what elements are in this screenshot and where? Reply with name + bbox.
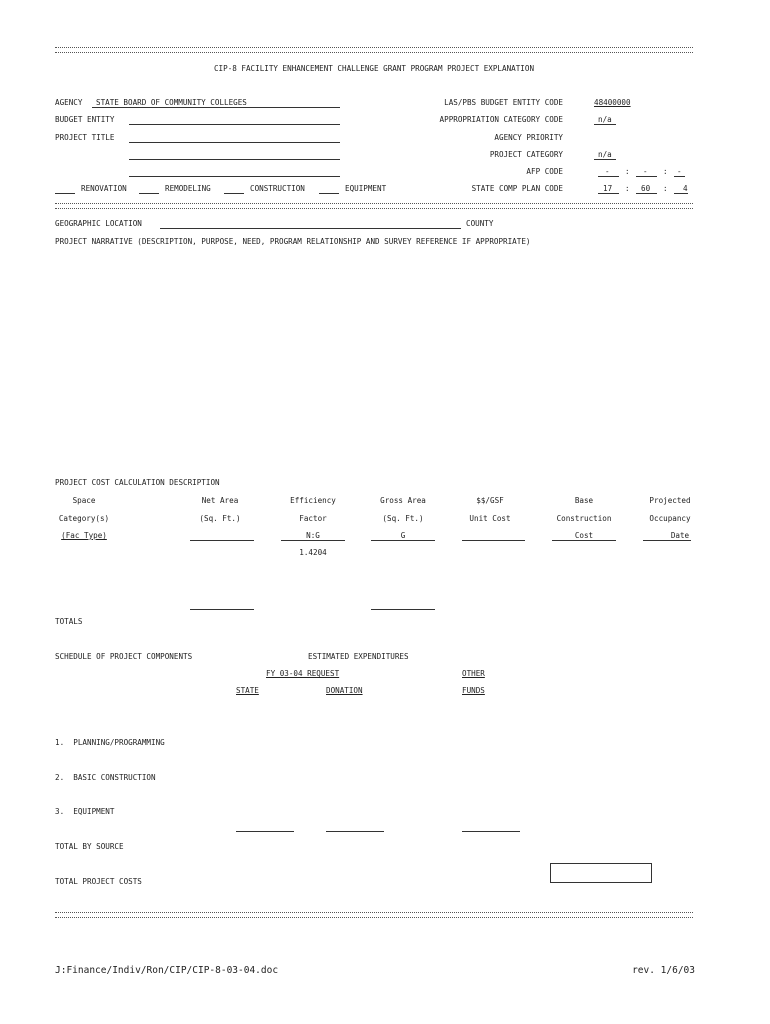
comp-plan-label: STATE COMP PLAN CODE	[471, 184, 563, 193]
schedule-label: SCHEDULE OF PROJECT COMPONENTS	[55, 652, 193, 661]
afp-code-value-3: -	[677, 167, 682, 176]
col-unit-cost-2: Unit Cost	[469, 514, 511, 523]
comp-plan-value-1: 17	[603, 184, 613, 193]
afp-code-value-1: -	[605, 167, 610, 176]
gross-area-total-line[interactable]	[371, 609, 435, 610]
project-category-label: PROJECT CATEGORY	[489, 150, 563, 159]
donation-label: DONATION	[326, 686, 363, 695]
total-project-costs-box[interactable]	[550, 863, 652, 883]
net-area-total-line[interactable]	[190, 609, 254, 610]
state-label: STATE	[236, 686, 259, 695]
total-project-costs-label: TOTAL PROJECT COSTS	[55, 877, 142, 886]
other-label: OTHER	[462, 669, 485, 678]
geo-location-field[interactable]	[160, 228, 461, 229]
renovation-label: RENOVATION	[81, 184, 127, 193]
col-net-underline	[190, 540, 254, 541]
geo-location-label: GEOGRAPHIC LOCATION	[55, 219, 142, 228]
remodeling-label: REMODELING	[165, 184, 211, 193]
approp-code-label: APPROPRIATION CATEGORY CODE	[439, 115, 563, 124]
other-funds-total-line[interactable]	[462, 831, 520, 832]
col-unit-cost-underline	[462, 540, 525, 541]
middle-rule	[55, 203, 693, 209]
bottom-rule	[55, 912, 693, 918]
fy-request-label: FY 03-04 REQUEST	[266, 669, 340, 678]
construction-label: CONSTRUCTION	[250, 184, 305, 193]
agency-priority-label: AGENCY PRIORITY	[494, 133, 563, 142]
col-base-1: Base	[574, 496, 594, 505]
state-total-line[interactable]	[236, 831, 294, 832]
afp-sep-1: :	[625, 167, 630, 176]
totals-label: TOTALS	[55, 617, 83, 626]
equipment-label: EQUIPMENT	[345, 184, 387, 193]
county-label: COUNTY	[466, 219, 494, 228]
narrative-label: PROJECT NARRATIVE (DESCRIPTION, PURPOSE, NEED, PROGRAM RELATIONSHIP AND SURVEY REFERENCE IF APPROPRIATE)	[55, 237, 531, 246]
donation-total-line[interactable]	[326, 831, 384, 832]
renovation-check[interactable]	[55, 193, 75, 194]
project-title-label: PROJECT TITLE	[55, 133, 115, 142]
budget-entity-field[interactable]	[129, 124, 340, 125]
col-space-2: Category(s)	[58, 514, 110, 523]
col-unit-cost-1: $$/GSF	[476, 496, 504, 505]
col-projected-1: Projected	[649, 496, 691, 505]
col-gross-2: (Sq. Ft.)	[382, 514, 424, 523]
col-efficiency-1: Efficiency	[290, 496, 336, 505]
equipment-check[interactable]	[319, 193, 339, 194]
project-title-field-1[interactable]	[129, 142, 340, 143]
las-code-label: LAS/PBS BUDGET ENTITY CODE	[444, 98, 563, 107]
afp-code-label: AFP CODE	[526, 167, 563, 176]
comp-plan-sep-1: :	[625, 184, 630, 193]
form-title: CIP-8 FACILITY ENHANCEMENT CHALLENGE GRANT PROGRAM PROJECT EXPLANATION	[213, 64, 535, 73]
item-planning: 1. PLANNING/PROGRAMMING	[55, 738, 165, 747]
footer-revision: rev. 1/6/03	[632, 965, 695, 976]
agency-value: STATE BOARD OF COMMUNITY COLLEGES	[96, 98, 247, 107]
col-base-2: Construction	[556, 514, 612, 523]
funds-label: FUNDS	[462, 686, 485, 695]
construction-check[interactable]	[224, 193, 244, 194]
afp-sep-2: :	[663, 167, 668, 176]
project-title-field-2[interactable]	[129, 159, 340, 160]
col-base-3: Cost	[574, 531, 594, 540]
col-gross-1: Gross Area	[380, 496, 426, 505]
col-space-3: (Fac Type)	[61, 531, 107, 540]
col-efficiency-3: N:G	[306, 531, 320, 540]
project-title-field-3[interactable]	[129, 176, 340, 177]
efficiency-factor-value: 1.4204	[299, 548, 327, 557]
comp-plan-value-2: 60	[641, 184, 651, 193]
estimated-expenditures-label: ESTIMATED EXPENDITURES	[308, 652, 409, 661]
col-projected-3: Date	[670, 531, 690, 540]
col-gross-3: G	[400, 531, 406, 540]
footer-file-path: J:Finance/Indiv/Ron/CIP/CIP-8-03-04.doc	[55, 965, 279, 976]
remodeling-check[interactable]	[139, 193, 159, 194]
agency-label: AGENCY	[55, 98, 83, 107]
item-equipment: 3. EQUIPMENT	[55, 807, 115, 816]
afp-code-value-2: -	[643, 167, 648, 176]
col-net-2: (Sq. Ft.)	[199, 514, 241, 523]
top-rule	[55, 47, 693, 53]
las-code-value: 48400000	[594, 98, 631, 107]
col-space-1: Space	[72, 496, 96, 505]
cost-calc-label: PROJECT COST CALCULATION DESCRIPTION	[55, 478, 220, 487]
comp-plan-sep-2: :	[663, 184, 668, 193]
comp-plan-value-3: 4	[683, 184, 688, 193]
approp-code-value: n/a	[598, 115, 612, 124]
total-by-source-label: TOTAL BY SOURCE	[55, 842, 124, 851]
col-efficiency-2: Factor	[299, 514, 327, 523]
col-net-1: Net Area	[201, 496, 239, 505]
project-category-value: n/a	[598, 150, 612, 159]
col-projected-2: Occupancy	[649, 514, 691, 523]
item-basic-construction: 2. BASIC CONSTRUCTION	[55, 773, 156, 782]
budget-entity-label: BUDGET ENTITY	[55, 115, 115, 124]
